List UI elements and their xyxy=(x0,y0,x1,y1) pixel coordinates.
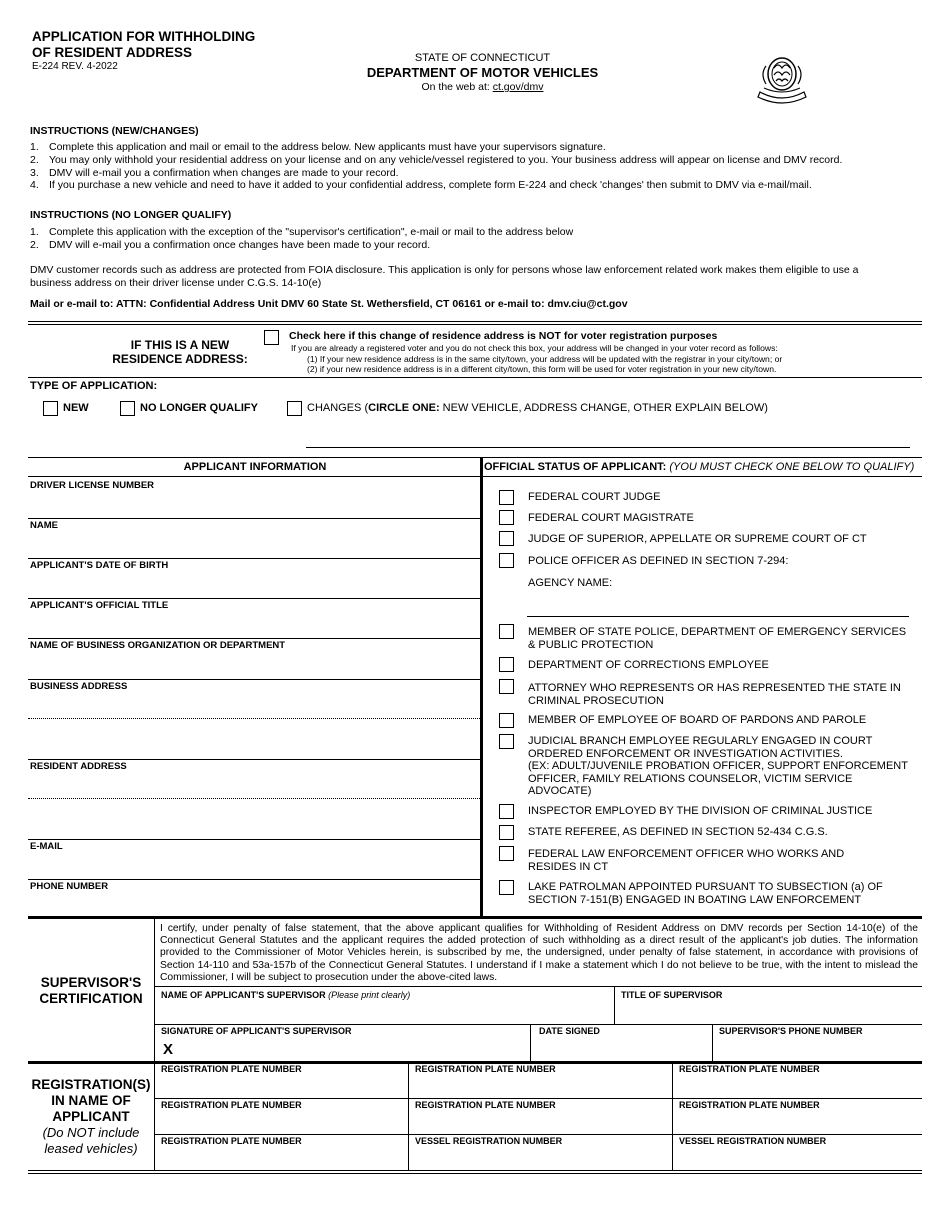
divider xyxy=(28,598,480,599)
status-corrections: DEPARTMENT OF CORRECTIONS EMPLOYEE xyxy=(528,659,769,671)
state-seal-icon xyxy=(752,50,812,106)
instructions-no-longer-heading: INSTRUCTIONS (NO LONGER QUALIFY) xyxy=(30,209,232,221)
form-title-line1: APPLICATION FOR WITHHOLDING xyxy=(32,29,256,44)
registration-plate-input[interactable] xyxy=(673,1076,921,1097)
status-checkbox-federal-magistrate[interactable] xyxy=(499,510,514,525)
instructions-no-longer-list xyxy=(30,226,930,252)
web-link[interactable]: ct.gov/dmv xyxy=(492,81,544,93)
divider xyxy=(28,518,480,519)
divider xyxy=(154,1134,922,1135)
signature-x-mark: X xyxy=(163,1041,174,1058)
list-item: 2. You may only withhold your residential address on your license and on any vehicle/vessel registered to you. Your business address will appear on license and DMV record. xyxy=(30,153,843,166)
phone-input[interactable] xyxy=(28,893,478,915)
email-label: E-MAIL xyxy=(30,841,63,852)
divider xyxy=(28,321,922,322)
supervisor-section-label xyxy=(28,975,154,1007)
agency-name-input[interactable] xyxy=(527,616,909,617)
official-status-heading xyxy=(484,461,914,473)
status-checkbox-inspector[interactable] xyxy=(499,804,514,819)
supervisor-phone-label: SUPERVISOR'S PHONE NUMBER xyxy=(719,1026,863,1036)
registrations-label-line2: IN NAME OF xyxy=(51,1093,131,1108)
status-state-referee: STATE REFEREE, AS DEFINED IN SECTION 52-434 C.G.S. xyxy=(528,826,828,838)
divider xyxy=(28,377,922,378)
new-application-checkbox[interactable] xyxy=(43,401,58,416)
divider xyxy=(28,558,480,559)
new-residence-label xyxy=(90,338,270,366)
registration-plate-label: REGISTRATION PLATE NUMBER xyxy=(161,1100,302,1110)
dotted-divider xyxy=(28,718,480,719)
status-checkbox-federal-judge[interactable] xyxy=(499,490,514,505)
official-title-label: APPLICANT'S OFFICIAL TITLE xyxy=(30,600,169,611)
divider xyxy=(482,476,922,477)
status-checkbox-attorney[interactable] xyxy=(499,679,514,694)
applicant-info-heading: APPLICANT INFORMATION xyxy=(183,461,327,473)
registration-plate-input[interactable] xyxy=(673,1112,921,1133)
status-lake-patrolman: LAKE PATROLMAN APPOINTED PURSUANT TO SUBSECTION (a) OF SECTION 7-151(B) ENGAGED IN BOATING LAW ENFORCEMENT xyxy=(528,881,883,906)
name-input[interactable] xyxy=(28,532,478,558)
changes-checkbox[interactable] xyxy=(287,401,302,416)
state-name: STATE OF CONNECTICUT xyxy=(414,52,551,64)
certification-text: I certify, under penalty of false statement, that the above applicant qualifies for Withholding of Resident Address on DMV records per Section 14-10(e) of the Connecticut General Statutes and the applicant requires the added protection of such withholding as a direct result of the applicant's job duties. The information provided to the Commissioner of Motor Vehicles herein, is subscribed by me, the undersigned, under penalty of false statement, in accordance with provisions of Section 14-110 and 53a-157b of the Connecticut General Statutes. I understand if I make a statement which I do not believe to be true, with the intent to mislead the Commissioner, I will be subject to prosecution under the above-cited laws. xyxy=(160,923,918,983)
registration-plate-input[interactable] xyxy=(155,1148,407,1169)
form-number: E-224 REV. 4-2022 xyxy=(32,61,118,72)
changes-explain-line[interactable] xyxy=(306,447,910,448)
registrations-label-line1: REGISTRATION(S) xyxy=(31,1077,151,1092)
registration-plate-input[interactable] xyxy=(409,1076,671,1097)
business-address-input[interactable] xyxy=(28,693,478,759)
official-status-heading-bold: OFFICIAL STATUS OF APPLICANT: xyxy=(484,461,667,473)
supervisor-phone-input[interactable] xyxy=(713,1038,920,1060)
department-name: DEPARTMENT OF MOTOR VEHICLES xyxy=(366,65,599,80)
table-divider xyxy=(480,457,483,916)
list-item: 1. Complete this application and mail or email to the address below. New applicants must have your supervisors signature. xyxy=(30,141,606,153)
registration-plate-label: REGISTRATION PLATE NUMBER xyxy=(415,1064,556,1074)
status-judicial-branch: JUDICIAL BRANCH EMPLOYEE REGULARLY ENGAGED IN COURT ORDERED ENFORCEMENT OR INVESTIGATION ACTIVITIES. xyxy=(528,735,873,760)
divider xyxy=(28,759,480,760)
name-label: NAME xyxy=(30,520,58,531)
form-title xyxy=(32,29,255,61)
signature-input[interactable] xyxy=(180,1038,528,1060)
phone-label: PHONE NUMBER xyxy=(30,881,109,892)
new-application-label: NEW xyxy=(63,402,89,414)
registration-plate-label: REGISTRATION PLATE NUMBER xyxy=(161,1136,302,1146)
status-checkbox-lake-patrolman[interactable] xyxy=(499,880,514,895)
divider xyxy=(154,986,922,987)
supervisor-title-label: TITLE OF SUPERVISOR xyxy=(621,990,723,1000)
supervisor-label-line2: CERTIFICATION xyxy=(39,991,143,1006)
registration-plate-input[interactable] xyxy=(155,1076,407,1097)
status-ct-judge: JUDGE OF SUPERIOR, APPELLATE OR SUPREME COURT OF CT xyxy=(528,533,867,545)
status-checkbox-corrections[interactable] xyxy=(499,657,514,672)
new-residence-label-line2: RESIDENCE ADDRESS: xyxy=(112,352,248,366)
status-state-police: MEMBER OF STATE POLICE, DEPARTMENT OF EMERGENCY SERVICES & PUBLIC PROTECTION xyxy=(528,626,907,651)
divider xyxy=(28,839,480,840)
section-border xyxy=(28,916,922,919)
divider xyxy=(28,638,480,639)
status-federal-law-enforcement: FEDERAL LAW ENFORCEMENT OFFICER WHO WORKS AND RESIDES IN CT xyxy=(528,848,845,873)
status-checkbox-federal-law-enforcement[interactable] xyxy=(499,846,514,861)
registration-plate-label: REGISTRATION PLATE NUMBER xyxy=(679,1100,820,1110)
registration-plate-input[interactable] xyxy=(409,1112,671,1133)
type-of-application-label: TYPE OF APPLICATION: xyxy=(30,380,158,392)
web-address xyxy=(370,81,595,93)
vessel-registration-input[interactable] xyxy=(409,1148,671,1169)
voter-check-details xyxy=(291,343,921,375)
supervisor-name-label xyxy=(161,990,410,1000)
list-item: 2. DMV will e-mail you a confirmation once changes have been made to your record. xyxy=(30,238,431,251)
business-org-label: NAME OF BUSINESS ORGANIZATION OR DEPARTMENT xyxy=(30,640,286,651)
registration-plate-label: REGISTRATION PLATE NUMBER xyxy=(415,1100,556,1110)
list-item: 3. DMV will e-mail you a confirmation when changes are made to your record. xyxy=(30,166,399,179)
dotted-divider xyxy=(28,798,480,799)
supervisor-name-hint: (Please print clearly) xyxy=(325,990,411,1000)
status-attorney: ATTORNEY WHO REPRESENTS OR HAS REPRESENTED THE STATE IN CRIMINAL PROSECUTION xyxy=(528,682,901,707)
section-divider xyxy=(154,918,155,1062)
no-longer-qualify-checkbox[interactable] xyxy=(120,401,135,416)
vessel-registration-label: VESSEL REGISTRATION NUMBER xyxy=(679,1136,827,1146)
status-judicial-example: (EX: ADULT/JUVENILE PROBATION OFFICER, SUPPORT ENFORCEMENT OFFICER, FAMILY RELATIONS COUNSELOR, VICTIM SERVICE ADVOCATE) xyxy=(528,760,908,797)
registrations-label-line4: (Do NOT include xyxy=(42,1125,140,1140)
changes-label xyxy=(307,402,768,414)
driver-license-label: DRIVER LICENSE NUMBER xyxy=(30,480,155,491)
resident-address-label: RESIDENT ADDRESS xyxy=(30,761,127,772)
registrations-section-label xyxy=(28,1077,154,1157)
new-residence-label-line1: IF THIS IS A NEW xyxy=(130,338,230,352)
vessel-registration-input[interactable] xyxy=(673,1148,921,1169)
date-signed-input[interactable] xyxy=(531,1038,711,1060)
table-top-border xyxy=(28,457,922,458)
divider xyxy=(154,1024,922,1025)
no-longer-qualify-label: NO LONGER QUALIFY xyxy=(140,402,258,414)
vessel-registration-label: VESSEL REGISTRATION NUMBER xyxy=(415,1136,563,1146)
supervisor-title-input[interactable] xyxy=(615,1002,920,1024)
divider xyxy=(28,1173,922,1174)
divider xyxy=(28,476,480,477)
voter-check-heading: Check here if this change of residence address is NOT for voter registration purposes xyxy=(289,330,718,342)
signature-label: SIGNATURE OF APPLICANT'S SUPERVISOR xyxy=(161,1026,352,1036)
status-checkbox-pardons-parole[interactable] xyxy=(499,713,514,728)
status-inspector: INSPECTOR EMPLOYED BY THE DIVISION OF CRIMINAL JUSTICE xyxy=(528,805,873,817)
voter-detail-line: (1) If your new residence address is in the same city/town, your address will be updated with the registrar in your city/town; or xyxy=(307,353,783,364)
divider xyxy=(28,679,480,680)
email-input[interactable] xyxy=(28,853,478,879)
status-checkbox-judicial-branch[interactable] xyxy=(499,734,514,749)
status-pardons-parole: MEMBER OF EMPLOYEE OF BOARD OF PARDONS AND PAROLE xyxy=(528,714,867,726)
list-item: 1. Complete this application with the exception of the "supervisor's certification", e-mail or mail to the address below xyxy=(30,226,574,238)
dob-input[interactable] xyxy=(28,572,478,598)
resident-address-input[interactable] xyxy=(28,773,478,839)
status-checkbox-ct-judge[interactable] xyxy=(499,531,514,546)
status-checkbox-state-police[interactable] xyxy=(499,624,514,639)
voter-registration-checkbox[interactable] xyxy=(264,330,279,345)
instructions-new-heading: INSTRUCTIONS (NEW/CHANGES) xyxy=(30,125,199,137)
form-title-line2: OF RESIDENT ADDRESS xyxy=(32,45,193,60)
changes-circle-one: CIRCLE ONE: xyxy=(368,402,440,414)
foia-notice: DMV customer records such as address are protected from FOIA disclosure. This application is only for persons whose law enforcement related work makes them eligible to use a business address on their driver license under C.G.S. 14-10(e) xyxy=(30,264,859,289)
date-signed-label: DATE SIGNED xyxy=(539,1026,600,1036)
business-address-label: BUSINESS ADDRESS xyxy=(30,681,128,692)
dob-label: APPLICANT'S DATE OF BIRTH xyxy=(30,560,169,571)
status-checkbox-state-referee[interactable] xyxy=(499,825,514,840)
business-org-input[interactable] xyxy=(28,652,478,678)
web-prefix: On the web at: xyxy=(421,81,493,93)
mail-instructions: Mail or e-mail to: ATTN: Confidential Address Unit DMV 60 State St. Wethersfield, CT 06161 or e-mail to: dmv.ciu@ct.gov xyxy=(30,298,628,310)
divider xyxy=(28,879,480,880)
divider xyxy=(154,1098,922,1099)
voter-detail-line: (2) if your new residence address is in a different city/town, this form will be used for voter registration in your new city/town. xyxy=(307,364,777,374)
driver-license-input[interactable] xyxy=(28,492,478,518)
status-police-officer: POLICE OFFICER AS DEFINED IN SECTION 7-294: xyxy=(528,555,789,567)
official-title-input[interactable] xyxy=(28,612,478,638)
supervisor-label-line1: SUPERVISOR'S xyxy=(40,975,142,990)
registrations-label-line5: leased vehicles) xyxy=(44,1141,138,1156)
status-federal-judge: FEDERAL COURT JUDGE xyxy=(528,491,661,503)
status-checkbox-police-officer[interactable] xyxy=(499,553,514,568)
voter-detail-line: If you are already a registered voter and you do not check this box, your address will be changed in your voter record as follows: xyxy=(291,343,778,353)
agency-name-label: AGENCY NAME: xyxy=(528,577,613,589)
registrations-label-line3: APPLICANT xyxy=(52,1109,130,1124)
registration-plate-label: REGISTRATION PLATE NUMBER xyxy=(679,1064,820,1074)
instructions-new-list xyxy=(30,141,930,192)
registration-plate-input[interactable] xyxy=(155,1112,407,1133)
official-status-heading-note: (YOU MUST CHECK ONE BELOW TO QUALIFY) xyxy=(666,461,915,473)
list-item: 4. If you purchase a new vehicle and need to have it added to your confidential address, complete form E-224 and check 'changes' then submit to DMV via e-mail/mail. xyxy=(30,179,812,192)
status-federal-magistrate: FEDERAL COURT MAGISTRATE xyxy=(528,512,694,524)
changes-suffix: NEW VEHICLE, ADDRESS CHANGE, OTHER EXPLAIN BELOW) xyxy=(439,402,768,414)
supervisor-name-label-text: NAME OF APPLICANT'S SUPERVISOR xyxy=(161,990,326,1000)
divider xyxy=(28,324,922,325)
divider xyxy=(28,1170,922,1171)
changes-prefix: CHANGES ( xyxy=(307,402,369,414)
supervisor-name-input[interactable] xyxy=(155,1002,613,1024)
registration-plate-label: REGISTRATION PLATE NUMBER xyxy=(161,1064,302,1074)
